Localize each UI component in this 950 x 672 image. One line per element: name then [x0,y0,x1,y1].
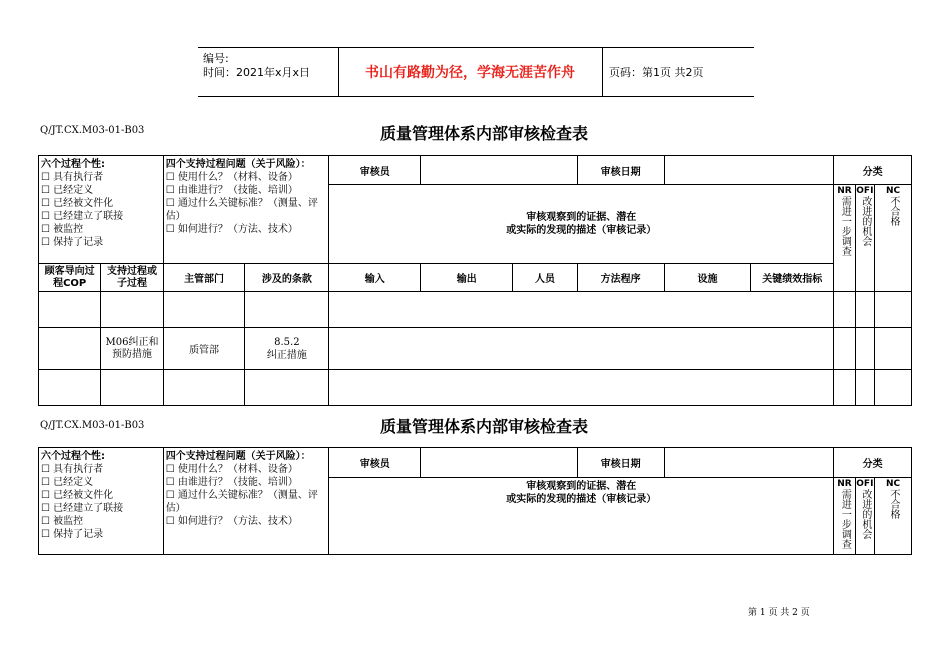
evidence-line-1: 审核观察到的证据、潜在 [526,212,637,223]
checkbox-item[interactable]: ☐ 保持了记录 [41,237,104,248]
table-row [39,292,912,328]
audit-checklist-table [38,155,912,406]
nr-column [834,478,855,555]
auditor-field[interactable] [421,156,577,185]
header-divider [602,47,603,96]
nr-text: 需进一步调查 [839,489,851,549]
evidence-description-cell [329,478,834,555]
nr-title: NR [837,186,852,196]
col-input: 输入 [329,264,421,292]
col-clause: 涉及的条款 [245,264,329,292]
checkbox-item[interactable]: ☐ 通过什么关键标准？（测量、评估） [165,198,318,222]
col-method: 方法程序 [577,264,664,292]
auditor-label: 审核员 [329,448,421,478]
four-questions-cell [163,156,329,264]
checkbox-item[interactable]: ☐ 具有执行者 [41,172,104,183]
nr-column [834,185,855,292]
checkbox-item[interactable]: ☐ 使用什么？（材料、设备） [165,464,298,475]
evidence-description-cell [329,185,834,264]
classification-label: 分类 [834,156,912,185]
checkbox-item[interactable]: ☐ 由谁进行？（技能、培训） [165,185,298,196]
nr-title: NR [837,479,852,489]
four-title: 四个支持过程问题（关于风险）： [165,451,311,462]
checkbox-item[interactable]: ☐ 具有执行者 [41,464,104,475]
doc-code: Q/JT.CX.M03-01-B03 [40,125,145,136]
audit-checklist-table [38,447,912,555]
doc-code: Q/JT.CX.M03-01-B03 [40,420,145,431]
nr-text: 需进一步调查 [839,196,851,256]
checkbox-item[interactable]: ☐ 如何进行？（方法、技术） [165,224,298,235]
checkbox-item[interactable]: ☐ 已经被文件化 [41,198,114,209]
checkbox-item[interactable]: ☐ 已经被文件化 [41,490,114,501]
nc-text: 不合格 [888,489,900,519]
ofi-text: 改进的机会 [859,196,871,246]
page-label: 页码：第1页 共2页 [609,66,704,79]
nc-title: NC [885,186,901,196]
col-cop: 顾客导向过程COP [39,264,101,292]
evidence-field[interactable] [329,292,834,328]
form-title: 质量管理体系内部审核检查表 [380,417,589,436]
time-label: 时间：2021年x月x日 [203,66,311,79]
clause-cell [245,328,329,370]
clause-name: 纠正措施 [266,349,307,361]
process-name: M06纠正和预防措施 [101,328,163,370]
evidence-line-2: 或实际的发现的描述（审核记录） [506,494,657,505]
classification-label: 分类 [834,448,912,478]
checkbox-item[interactable]: ☐ 如何进行？（方法、技术） [165,516,298,527]
audit-date-field[interactable] [664,156,834,185]
checkbox-item[interactable]: ☐ 使用什么？（材料、设备） [165,172,298,183]
four-questions-cell [163,448,329,555]
ofi-column [855,185,874,292]
evidence-line-2: 或实际的发现的描述（审核记录） [506,225,657,236]
ofi-title: OFI [856,479,874,489]
ofi-title: OFI [856,186,874,196]
number-label: 编号: [203,52,229,65]
auditor-field[interactable] [421,448,577,478]
checkbox-item[interactable]: ☐ 已经定义 [41,185,94,196]
dept-name: 质管部 [163,328,245,370]
six-characteristics-cell [39,448,164,555]
checkbox-item[interactable]: ☐ 已经建立了联接 [41,211,124,222]
col-facility: 设施 [664,264,751,292]
checkbox-item[interactable]: ☐ 由谁进行？（技能、培训） [165,477,298,488]
four-title: 四个支持过程问题（关于风险）： [165,159,311,170]
evidence-line-1: 审核观察到的证据、潜在 [526,481,637,492]
checkbox-item[interactable]: ☐ 通过什么关键标准？（测量、评估） [165,490,318,514]
motto: 书山有路勤为径，学海无涯苦作舟 [365,64,575,81]
page-footer: 第 1 页 共 2 页 [748,608,810,618]
evidence-field[interactable] [329,370,834,406]
col-support: 支持过程或子过程 [101,264,163,292]
nc-text: 不合格 [888,196,900,226]
table-row [39,370,912,406]
nc-column [875,478,912,555]
checkbox-item[interactable]: ☐ 被监控 [41,516,84,527]
checkbox-item[interactable]: ☐ 已经定义 [41,477,94,488]
six-title: 六个过程个性: [41,159,105,170]
header-bottom-rule [198,96,754,97]
col-kpi: 关键绩效指标 [751,264,834,292]
checkbox-item[interactable]: ☐ 被监控 [41,224,84,235]
six-characteristics-cell [39,156,164,264]
ofi-text: 改进的机会 [859,489,871,539]
col-person: 人员 [513,264,577,292]
auditor-label: 审核员 [329,156,421,185]
audit-date-label: 审核日期 [577,156,664,185]
audit-date-field[interactable] [664,448,834,478]
checkbox-item[interactable]: ☐ 已经建立了联接 [41,503,124,514]
audit-date-label: 审核日期 [577,448,664,478]
col-dept: 主管部门 [163,264,245,292]
clause-number: 8.5.2 [274,336,300,348]
table-row [39,328,912,370]
nc-title: NC [885,479,901,489]
ofi-column [855,478,874,555]
evidence-field[interactable] [329,328,834,370]
form-title: 质量管理体系内部审核检查表 [380,124,589,143]
checkbox-item[interactable]: ☐ 保持了记录 [41,529,104,540]
nc-column [875,185,912,292]
six-title: 六个过程个性: [41,451,105,462]
col-output: 输出 [421,264,513,292]
